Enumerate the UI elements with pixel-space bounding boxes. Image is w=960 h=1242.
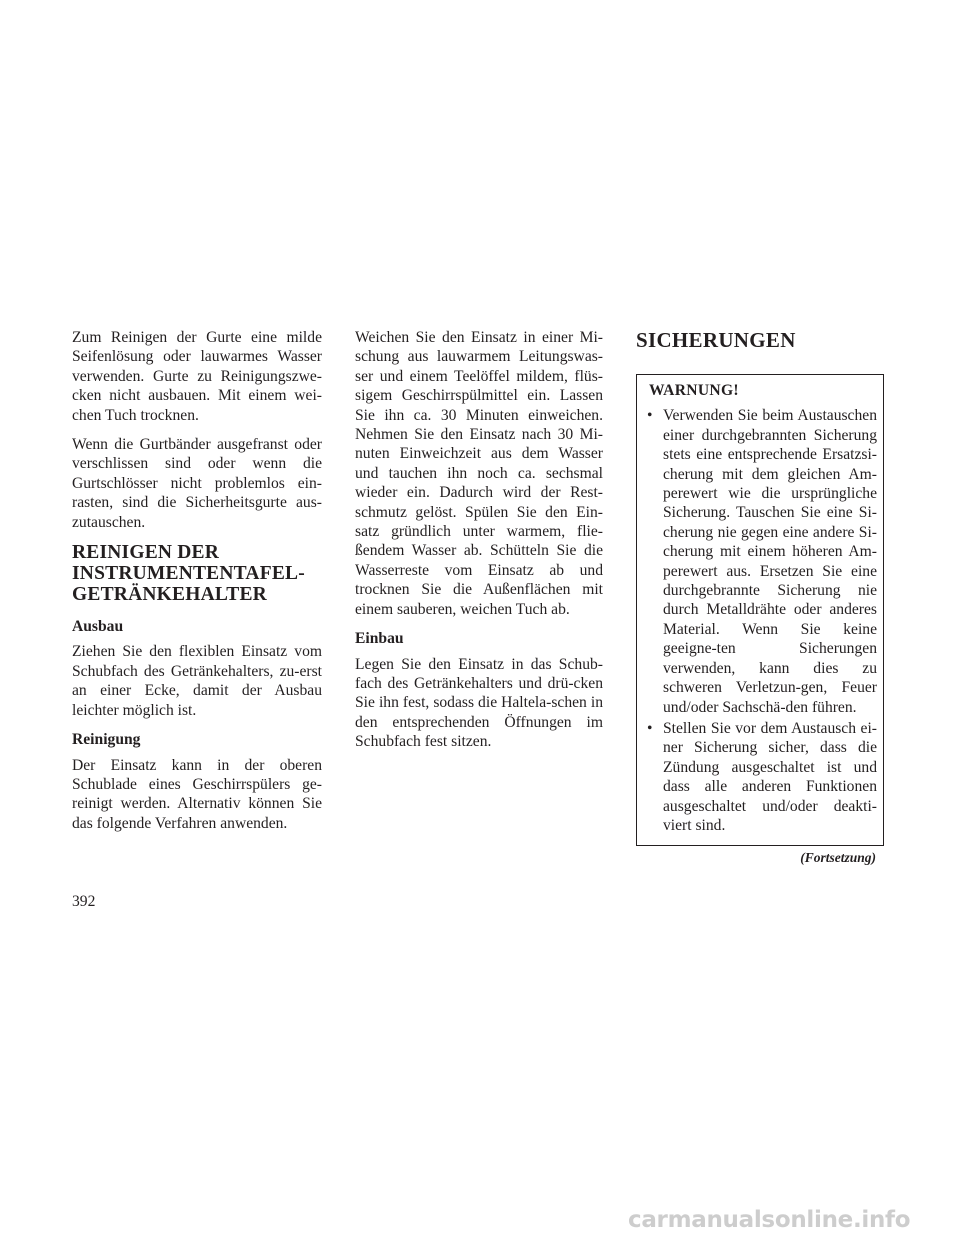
einbau-paragraph: Legen Sie den Einsatz in das Schub-fach des Getränkehalters und drü-cken Sie ihn fest, sodass die Haltela-schen in den entsprechenden Öffnungen im Schubfach fest sitzen. bbox=[355, 655, 603, 751]
warning-item-text: Stellen Sie vor dem Austausch ei-ner Sicherung sicher, dass die Zündung ausgeschaltet ist und dass alle anderen Funktionen ausgeschaltet und/oder deakti-viert sind. bbox=[663, 719, 877, 834]
warning-item bbox=[647, 406, 877, 717]
belt-replacement-paragraph: Wenn die Gurtbänder ausgefranst oder verschlissen sind oder wenn die Gurtschlösser nicht problemlos ein-rasten, sind die Sicherheitsgurte aus-zutauschen. bbox=[72, 436, 322, 531]
heading-line-2: INSTRUMENTENTAFEL- bbox=[72, 563, 305, 585]
warning-item-text: Verwenden Sie beim Austauschen einer durchgebrannten Sicherung stets eine entsprechende Ersatzsi-cherung mit dem gleichen Am-perewert wie die ursprüngliche Sicherung. Tauschen Sie eine Si-cherung nie gegen eine andere Si-cherung mit einem höheren Am-perewert aus. Ersetzen Sie eine durchgebrannte Sicherung nie durch Metalldrähte oder anderes Material. Wenn Sie keine geeigne-ten Sicherungen verwenden, kann dies zu schweren Verletzun-gen, Feuer und/oder Sachschä-den führen. bbox=[663, 407, 877, 716]
subheading-einbau: Einbau bbox=[355, 630, 404, 648]
page-number: 392 bbox=[72, 893, 96, 910]
warning-title: WARNUNG! bbox=[649, 382, 739, 399]
column-middle bbox=[355, 328, 603, 762]
subheading-ausbau: Ausbau bbox=[72, 618, 124, 636]
warning-box bbox=[636, 374, 884, 846]
reinigung-paragraph: Der Einsatz kann in der oberen Schublade eines Geschirrspülers ge-reinigt werden. Alternativ können Sie das folgende Verfahren anwenden. bbox=[72, 756, 322, 832]
belt-cleaning-paragraph: Zum Reinigen der Gurte eine milde Seifenlösung oder lauwarmes Wasser verwenden. Gurte zu Reinigungszwe-cken nicht ausbauen. Mit einem wei-chen Tuch trocknen. bbox=[72, 329, 322, 424]
soak-procedure-paragraph: Weichen Sie den Einsatz in einer Mi-schung aus lauwarmem Leitungswas-ser und einem Teelöffel mildem, flüs-sigem Geschirrspülmittel ein. Lassen Sie ihn ca. 30 Minuten einweichen. Nehmen Sie den Einsatz nach 30 Mi-nuten Einweichzeit aus dem Wasser und tauchen ihn noch ca. sechsmal wieder ein. Dadurch wird der Rest-schmutz gelöst. Spülen Sie den Ein-satz gründlich unter warmem, flie-ßendem Wasser ab. Schütteln Sie die Wasserreste vom Einsatz ab und trocknen Sie die Außenflächen mit einem sauberen, weichen Tuch ab. bbox=[355, 329, 603, 618]
warning-item bbox=[647, 719, 877, 835]
section-heading-sicherungen: SICHERUNGEN bbox=[636, 328, 796, 352]
column-left bbox=[72, 328, 322, 843]
ausbau-paragraph: Ziehen Sie den flexiblen Einsatz vom Schubfach des Getränkehalters, zu-erst an einer Ecke, damit der Ausbau leichter möglich ist. bbox=[72, 643, 322, 719]
heading-line-3: GETRÄNKEHALTER bbox=[72, 584, 267, 606]
continued-note: (Fortsetzung) bbox=[800, 850, 876, 866]
subheading-reinigung: Reinigung bbox=[72, 731, 141, 749]
section-heading-cupholder bbox=[72, 542, 322, 605]
bullet-icon: • bbox=[647, 719, 653, 737]
bullet-icon: • bbox=[647, 407, 653, 425]
column-right bbox=[636, 328, 886, 868]
watermark-text: carmanualsonline.info bbox=[628, 1207, 911, 1233]
heading-line-1: REINIGEN DER bbox=[72, 542, 220, 564]
warning-list bbox=[647, 406, 877, 835]
